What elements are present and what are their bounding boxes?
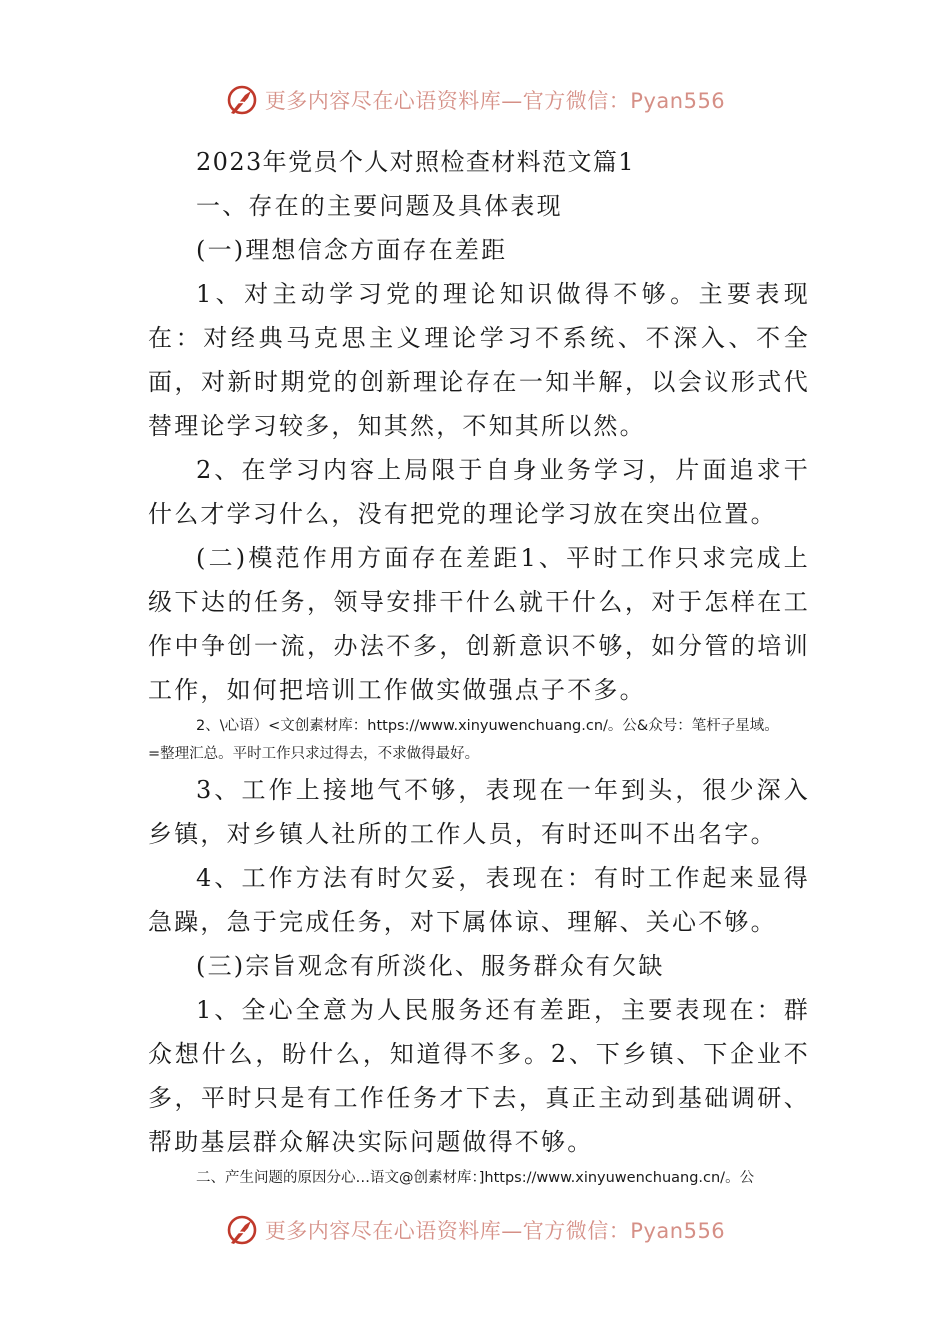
pen-nib-logo-icon — [225, 83, 259, 117]
section-heading: 一、存在的主要问题及具体表现 — [196, 192, 563, 220]
inserted-note-line: 2、\心语）<文创素材库：https://www.xinyuwenchuang.cn/。公&众号：笔杆子星域。 — [196, 718, 779, 734]
paragraph: 1、全心全意为人民服务还有差距，主要表现在：群众想什么，盼什么，知道得不多。2、下乡镇、下企业不多，平时只是有工作任务才下去，真正主动到基础调研、帮助基层群众解决实际问题做得不够。 — [148, 996, 810, 1156]
subsection-heading: (三)宗旨观念有所淡化、服务群众有欠缺 — [196, 952, 665, 980]
subsection-heading: (一)理想信念方面存在差距 — [196, 236, 508, 264]
paragraph: 3、工作上接地气不够，表现在一年到头，很少深入乡镇，对乡镇人社所的工作人员，有时还叫不出名字。 — [148, 776, 810, 848]
watermark-text: 更多内容尽在心语资料库—官方微信：Pyan556 — [264, 1219, 726, 1243]
watermark-text: 更多内容尽在心语资料库—官方微信：Pyan556 — [264, 89, 726, 113]
paragraph: (二)模范作用方面存在差距1、平时工作只求完成上级下达的任务，领导安排干什么就干什么，对于怎样在工作中争创一流，办法不多，创新意识不够，如分管的培训工作，如何把培训工作做实做强点子不多。 — [148, 544, 810, 704]
paragraph: 4、工作方法有时欠妥，表现在：有时工作起来显得急躁，急于完成任务，对下属体谅、理解、关心不够。 — [148, 864, 810, 936]
document-body — [148, 140, 810, 1192]
inserted-note-line: =整理汇总。平时工作只求过得去，不求做得最好。 — [148, 746, 480, 762]
document-title: 2023年党员个人对照检查材料范文篇1 — [196, 148, 635, 176]
watermark-header — [0, 80, 950, 120]
watermark-footer — [0, 1210, 950, 1250]
paragraph: 1、对主动学习党的理论知识做得不够。主要表现在：对经典马克思主义理论学习不系统、不深入、不全面，对新时期党的创新理论存在一知半解，以会议形式代替理论学习较多，知其然，不知其所以然。 — [148, 280, 810, 440]
paragraph: 2、在学习内容上局限于自身业务学习，片面追求干什么才学习什么，没有把党的理论学习放在突出位置。 — [148, 456, 810, 528]
inserted-note-line: 二、产生问题的原因分心…语文@创素材库：]https://www.xinyuwenchuang.cn/。公 — [196, 1170, 755, 1186]
pen-nib-logo-icon — [225, 1213, 259, 1247]
